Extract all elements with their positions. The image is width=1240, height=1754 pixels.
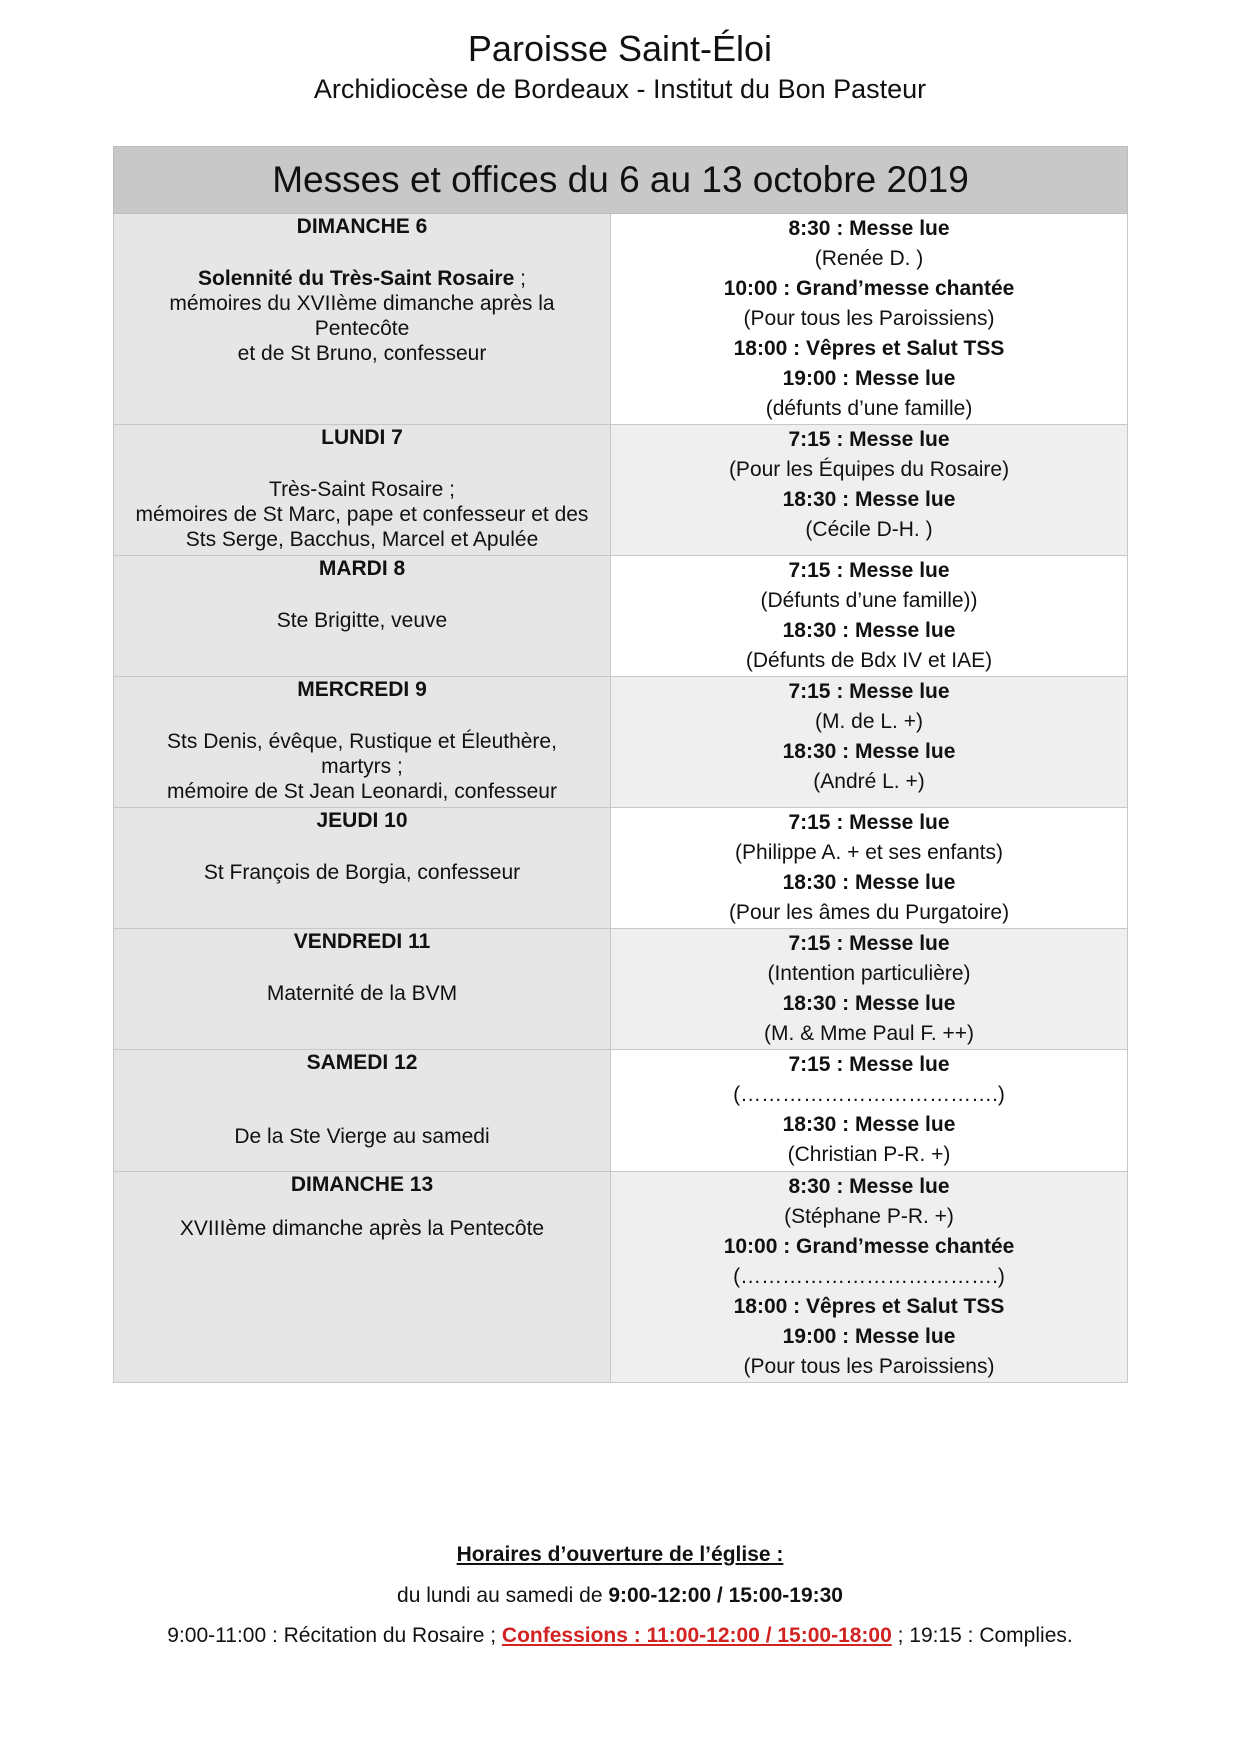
table-row [114, 1050, 1128, 1172]
feast-line [114, 729, 610, 779]
service-time: 8:30 : Messe lue [788, 217, 950, 240]
mass-intention: (Stéphane P-R. +) [784, 1205, 954, 1228]
compline-text: ; 19:15 : Complies. [891, 1624, 1073, 1647]
mass-intention: (Défunts de Bdx IV et IAE) [745, 649, 993, 672]
mass-intention: (André L. +) [813, 770, 925, 793]
mass-intention: (M. de L. +) [815, 710, 923, 733]
mass-intention: (Cécile D-H. ) [805, 518, 933, 541]
service-time: 7:15 : Messe lue [788, 932, 950, 955]
table-row [114, 214, 1128, 425]
weekday-hours-line [0, 1584, 1240, 1608]
day-cell [114, 214, 611, 425]
opening-title-text: Horaires d’ouverture de l’église [456, 1543, 771, 1566]
table-row [114, 1172, 1128, 1383]
day-cell [114, 1050, 611, 1172]
service-time: 7:15 : Messe lue [788, 811, 950, 834]
feast-line [114, 266, 610, 291]
day-label: MERCREDI 9 [297, 678, 427, 701]
schedule-title: Messes et offices du 6 au 13 octobre 2019 [114, 147, 1128, 214]
feast-text: Sts Denis, évêque, Rustique et Éleuthère, martyrs ; [167, 730, 557, 778]
daily-offices-line [0, 1624, 1240, 1648]
parish-name: Paroisse Saint-Éloi [467, 28, 773, 69]
table-row [114, 556, 1128, 677]
mass-intention: (Renée D. ) [814, 247, 924, 270]
mass-intention: (Philippe A. + et ses enfants) [735, 841, 1003, 864]
mass-intention: (Pour les Équipes du Rosaire) [728, 458, 1010, 481]
feast-text: St François de Borgia, confesseur [203, 861, 521, 884]
feast-text: Très-Saint Rosaire ; [269, 478, 455, 501]
mass-intention: (Pour tous les Paroissiens) [743, 1355, 995, 1378]
feast-line [114, 477, 610, 502]
feast-text: Solennité du Très-Saint Rosaire [198, 267, 515, 290]
table-row [114, 677, 1128, 808]
service-time: 7:15 : Messe lue [788, 559, 950, 582]
service-time: 18:00 : Vêpres et Salut TSS [733, 337, 1005, 360]
services-cell [611, 556, 1128, 677]
opening-hours-title [0, 1543, 1240, 1567]
day-label: DIMANCHE 13 [290, 1173, 434, 1196]
confessions-text: Confessions : 11:00-12:00 / 15:00-18:00 [501, 1624, 892, 1647]
mass-intention: (Intention particulière) [767, 962, 971, 985]
day-cell [114, 1172, 611, 1383]
service-time: 10:00 : Grand’messe chantée [723, 1235, 1015, 1258]
service-time: 19:00 : Messe lue [782, 367, 956, 390]
feast-line [114, 860, 610, 885]
weekday-hours: 9:00-12:00 / 15:00-19:30 [608, 1584, 843, 1607]
feast-line [114, 1124, 610, 1149]
mass-intention: (défunts d’une famille) [765, 397, 973, 420]
feast-text: mémoires du XVIIème dimanche après la Pentecôte [169, 292, 555, 340]
feast-line [114, 1216, 610, 1241]
service-time: 18:00 : Vêpres et Salut TSS [733, 1295, 1005, 1318]
feast-description [114, 860, 610, 885]
mass-intention: (Christian P-R. +) [787, 1143, 951, 1166]
feast-text: XVIIIème dimanche après la Pentecôte [179, 1217, 545, 1240]
day-cell [114, 425, 611, 556]
feast-line [114, 779, 610, 804]
page-header [0, 26, 1240, 106]
services-cell [611, 214, 1128, 425]
service-time: 18:30 : Messe lue [782, 488, 956, 511]
service-time: 18:30 : Messe lue [782, 871, 956, 894]
services-cell [611, 425, 1128, 556]
day-label: LUNDI 7 [321, 426, 403, 449]
feast-text: Maternité de la BVM [266, 982, 458, 1005]
service-time: 8:30 : Messe lue [788, 1175, 950, 1198]
mass-intention: (M. & Mme Paul F. ++) [763, 1022, 975, 1045]
feast-text: mémoire de St Jean Leonardi, confesseur [167, 780, 557, 803]
services-cell [611, 677, 1128, 808]
mass-intention: (……………………………….) [733, 1083, 1005, 1106]
opening-title-colon: : [770, 1543, 784, 1566]
feast-line [114, 341, 610, 366]
service-time: 19:00 : Messe lue [782, 1325, 956, 1348]
day-cell [114, 677, 611, 808]
feast-text: Ste Brigitte, veuve [276, 609, 448, 632]
weekday-prefix: du lundi au samedi de [397, 1584, 609, 1607]
feast-description [114, 1124, 610, 1149]
day-cell [114, 808, 611, 929]
schedule-body [114, 214, 1128, 1383]
service-time: 7:15 : Messe lue [788, 680, 950, 703]
day-label: VENDREDI 11 [293, 930, 431, 953]
feast-line [114, 981, 610, 1006]
mass-intention: (Défunts d’une famille)) [760, 589, 978, 612]
feast-description [114, 1216, 610, 1241]
service-time: 18:30 : Messe lue [782, 619, 956, 642]
feast-description [114, 729, 610, 804]
day-cell [114, 556, 611, 677]
services-cell [611, 929, 1128, 1050]
table-row [114, 425, 1128, 556]
rosary-text: 9:00-11:00 : Récitation du Rosaire ; [167, 1624, 502, 1647]
service-time: 18:30 : Messe lue [782, 740, 956, 763]
table-row [114, 808, 1128, 929]
day-cell [114, 929, 611, 1050]
feast-text: et de St Bruno, confesseur [237, 342, 487, 365]
feast-text: De la Ste Vierge au samedi [234, 1125, 490, 1148]
service-time: 18:30 : Messe lue [782, 1113, 956, 1136]
feast-line [114, 291, 610, 341]
day-label: DIMANCHE 6 [296, 215, 428, 238]
feast-description [114, 981, 610, 1006]
diocese-line: Archidiocèse de Bordeaux - Institut du Bon Pasteur [313, 74, 927, 104]
service-time: 7:15 : Messe lue [788, 1053, 950, 1076]
service-time: 18:30 : Messe lue [782, 992, 956, 1015]
feast-line [114, 502, 610, 552]
services-cell [611, 1172, 1128, 1383]
feast-description [114, 477, 610, 552]
schedule-table [113, 146, 1128, 1383]
feast-description [114, 266, 610, 366]
feast-line [114, 608, 610, 633]
services-cell [611, 1050, 1128, 1172]
feast-description [114, 608, 610, 633]
day-label: SAMEDI 12 [306, 1051, 418, 1074]
mass-intention: (……………………………….) [733, 1265, 1005, 1288]
mass-intention: (Pour tous les Paroissiens) [743, 307, 995, 330]
day-label: MARDI 8 [318, 557, 406, 580]
service-time: 10:00 : Grand’messe chantée [723, 277, 1015, 300]
day-label: JEUDI 10 [316, 809, 408, 832]
feast-suffix: ; [514, 267, 526, 290]
service-time: 7:15 : Messe lue [788, 428, 950, 451]
services-cell [611, 808, 1128, 929]
feast-text: mémoires de St Marc, pape et confesseur et des Sts Serge, Bacchus, Marcel et Apulée [135, 503, 589, 551]
table-row [114, 929, 1128, 1050]
mass-intention: (Pour les âmes du Purgatoire) [728, 901, 1010, 924]
